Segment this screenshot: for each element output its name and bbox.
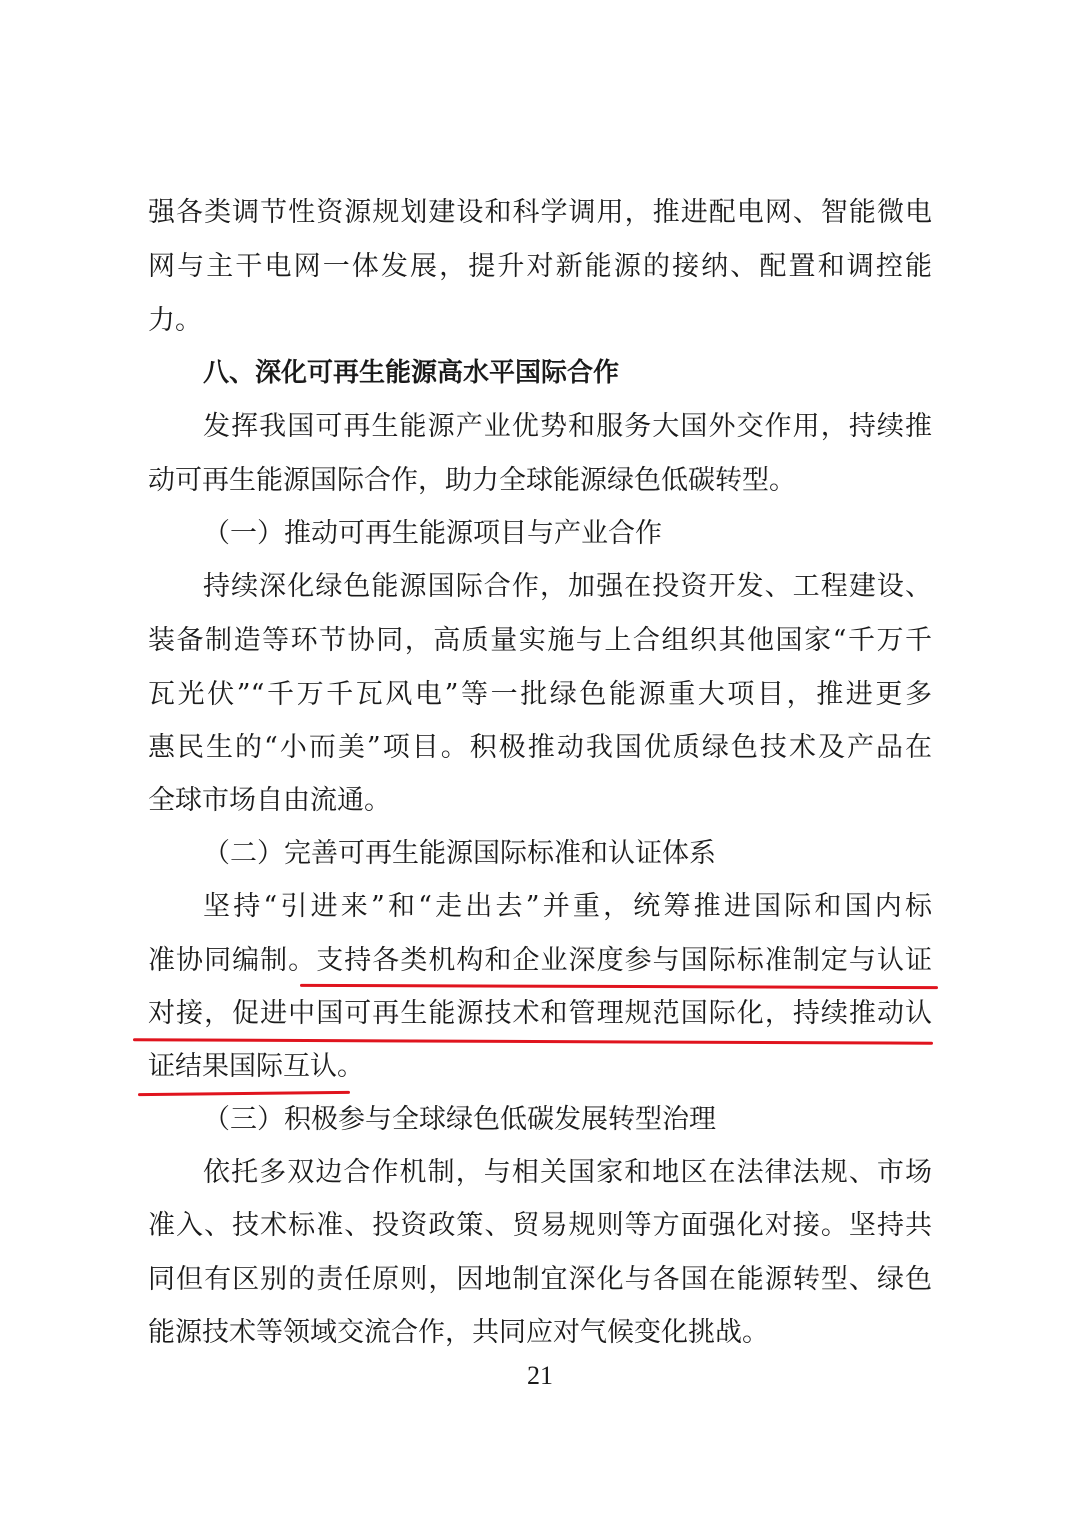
body-line: 持续深化绿色能源国际合作，加强在投资开发、工程建设、 <box>203 571 932 602</box>
body-line: 准入、技术标准、投资政策、贸易规则等方面强化对接。坚持共 <box>148 1210 932 1241</box>
body-line: 瓦光伏”“千万千瓦风电”等一批绿色能源重大项目，推进更多 <box>148 679 932 710</box>
body-line: 准协同编制。支持各类机构和企业深度参与国际标准制定与认证 <box>148 945 932 976</box>
body-line: 发挥我国可再生能源产业优势和服务大国外交作用，持续推 <box>203 411 932 442</box>
body-line: 强各类调节性资源规划建设和科学调用，推进配电网、智能微电 <box>148 197 932 228</box>
body-line: 网与主干电网一体发展，提升对新能源的接纳、配置和调控能 <box>148 251 932 282</box>
body-line: 对接，促进中国可再生能源技术和管理规范国际化，持续推动认 <box>148 998 932 1029</box>
body-line: 全球市场自由流通。 <box>148 785 391 816</box>
body-line: 依托多双边合作机制，与相关国家和地区在法律法规、市场 <box>203 1157 932 1188</box>
page-number: 21 <box>527 1361 553 1390</box>
body-line: 同但有区别的责任原则，因地制宜深化与各国在能源转型、绿色 <box>148 1264 932 1295</box>
subsection-heading: （二）完善可再生能源国际标准和认证体系 <box>203 838 716 869</box>
body-line: 动可再生能源国际合作，助力全球能源绿色低碳转型。 <box>148 465 796 496</box>
body-line: 装备制造等环节协同，高质量实施与上合组织其他国家“千万千 <box>148 625 932 656</box>
subsection-heading: （一）推动可再生能源项目与产业合作 <box>203 518 662 549</box>
body-line: 坚持“引进来”和“走出去”并重，统筹推进国际和国内标 <box>203 891 932 922</box>
body-line: 能源技术等领域交流合作，共同应对气候变化挑战。 <box>148 1317 769 1348</box>
body-line: 证结果国际互认。 <box>148 1051 364 1082</box>
subsection-heading: （三）积极参与全球绿色低碳发展转型治理 <box>203 1104 716 1135</box>
section-heading: 八、深化可再生能源高水平国际合作 <box>203 358 620 388</box>
body-line: 惠民生的“小而美”项目。积极推动我国优质绿色技术及产品在 <box>148 732 932 763</box>
body-line: 力。 <box>148 305 202 336</box>
